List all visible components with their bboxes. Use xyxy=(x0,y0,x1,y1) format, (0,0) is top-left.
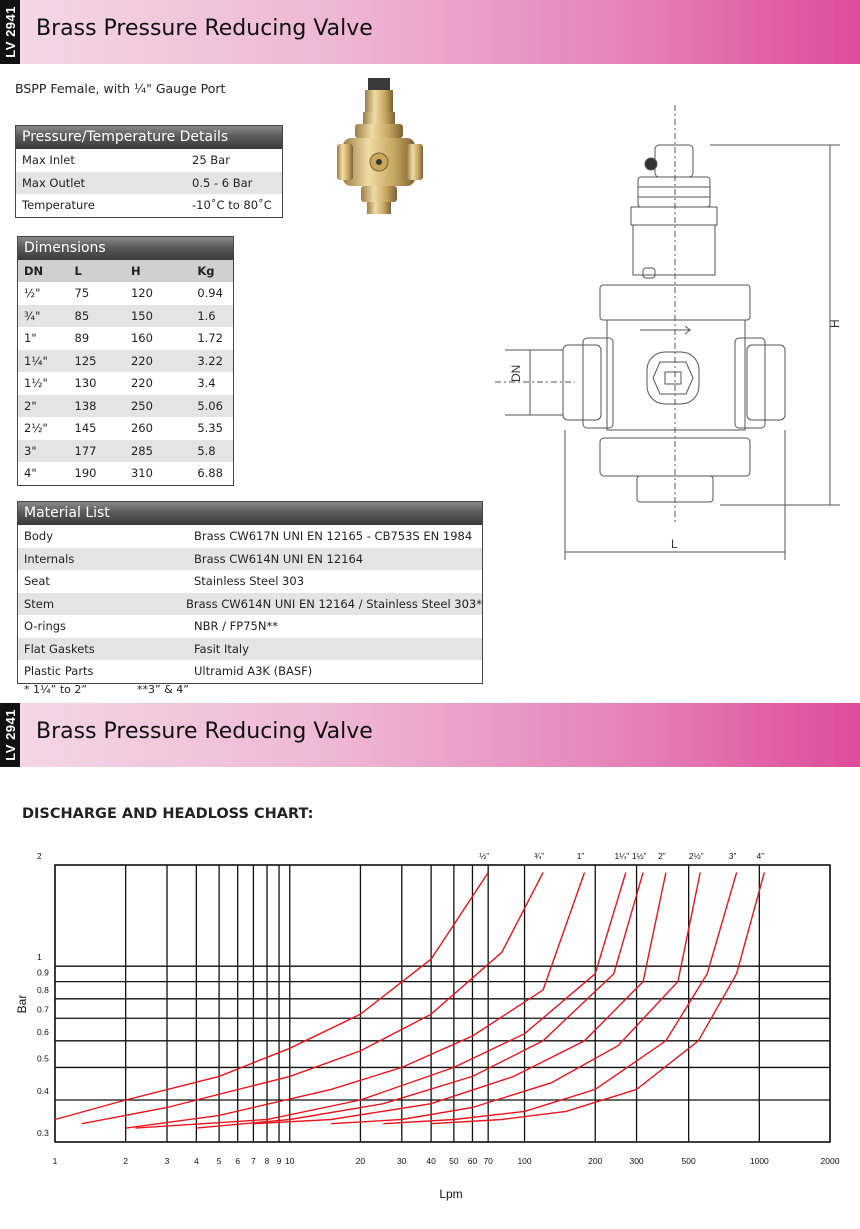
product-code-tab-bottom xyxy=(0,703,20,767)
table-row xyxy=(16,194,282,217)
x-tick-label: 500 xyxy=(681,1156,696,1166)
row-label: Max Inlet xyxy=(22,153,75,167)
l-label: L xyxy=(671,537,678,551)
x-tick-label: 20 xyxy=(355,1156,366,1166)
table-cell: 4" xyxy=(24,466,37,480)
footnote-1: * 1¼” to 2” xyxy=(24,683,88,696)
table-cell: 250 xyxy=(130,398,153,413)
table-cell: 1.72 xyxy=(197,331,223,345)
x-tick-label: 50 xyxy=(449,1156,459,1166)
table-cell: ¾" xyxy=(24,308,41,323)
x-tick-label: 1 xyxy=(52,1156,58,1166)
series-label: 1¼” xyxy=(614,851,630,861)
footnote-2: **3” & 4” xyxy=(137,683,189,696)
series-line xyxy=(331,873,700,1124)
x-tick-label: 100 xyxy=(517,1156,532,1166)
part-name: Stem xyxy=(24,596,55,611)
table-cell: 75 xyxy=(74,286,90,300)
table-cell: 310 xyxy=(130,466,153,480)
part-name: Flat Gaskets xyxy=(24,641,95,656)
product-code: LV 2941 xyxy=(2,6,18,58)
series-line xyxy=(196,873,643,1129)
x-tick-label: 2 xyxy=(123,1156,129,1166)
part-name: O-rings xyxy=(24,619,67,633)
row-value: 0.5 - 6 Bar xyxy=(192,175,253,190)
table-cell: 3" xyxy=(24,443,37,458)
row-value: 25 Bar xyxy=(192,153,230,167)
part-material: Ultramid A3K (BASF) xyxy=(194,664,313,678)
y-tick-label: 0.3 xyxy=(37,1128,49,1138)
part-material: Fasit Italy xyxy=(194,641,249,656)
x-tick-label: 60 xyxy=(467,1156,478,1166)
row-value: -10˚C to 80˚C xyxy=(192,198,272,212)
table-row xyxy=(18,638,482,661)
series-label: 2½” xyxy=(688,851,704,861)
y-tick-label: 0.4 xyxy=(37,1085,49,1096)
table-cell: 120 xyxy=(130,286,153,300)
table-row xyxy=(18,372,233,395)
pressure-temperature-heading: Pressure/Temperature Details xyxy=(16,126,282,149)
table-cell: 260 xyxy=(130,421,153,435)
material-list-heading: Material List xyxy=(18,502,482,525)
table-row xyxy=(18,327,233,350)
pressure-temperature-table xyxy=(15,125,283,218)
part-name: Seat xyxy=(24,574,50,588)
table-row xyxy=(18,570,482,593)
x-tick-label: 300 xyxy=(629,1156,644,1166)
series-label: 1½” xyxy=(631,851,647,861)
series-line xyxy=(126,873,585,1129)
series-line xyxy=(55,873,488,1120)
dimensions-table xyxy=(17,236,234,486)
x-tick-label: 1000 xyxy=(749,1156,769,1166)
y-tick-label: 0.9 xyxy=(37,967,49,978)
table-cell: 130 xyxy=(74,376,97,390)
x-tick-label: 5 xyxy=(216,1156,222,1166)
table-row xyxy=(18,525,482,548)
table-row xyxy=(18,282,233,305)
h-label: H xyxy=(828,319,842,328)
series-label: ¾” xyxy=(534,851,545,861)
material-list-table xyxy=(17,501,483,684)
y-tick-label: 0.5 xyxy=(37,1053,49,1064)
table-cell: 1¼" xyxy=(24,353,48,368)
product-code-tab xyxy=(0,0,20,64)
y-tick-label: 0.7 xyxy=(37,1004,49,1015)
series-line xyxy=(135,873,625,1129)
table-cell: 145 xyxy=(74,421,97,435)
table-row xyxy=(18,440,233,463)
page-title: Brass Pressure Reducing Valve xyxy=(36,16,373,41)
chart-title: DISCHARGE AND HEADLOSS CHART: xyxy=(22,806,314,822)
table-cell: 5.35 xyxy=(197,421,223,435)
table-cell: 1" xyxy=(24,331,37,345)
table-cell: 220 xyxy=(130,376,153,390)
x-tick-label: 6 xyxy=(235,1156,241,1166)
part-name: Internals xyxy=(24,551,75,566)
discharge-headloss-chart xyxy=(0,840,860,1220)
table-cell: 1½" xyxy=(24,376,48,390)
series-label: 2” xyxy=(658,851,666,861)
x-tick-label: 8 xyxy=(264,1156,270,1166)
x-tick-label: 4 xyxy=(193,1156,199,1166)
x-tick-label: 9 xyxy=(276,1156,282,1166)
table-row xyxy=(18,417,233,440)
header-banner-top xyxy=(0,0,860,64)
table-row xyxy=(18,615,482,638)
table-cell: 125 xyxy=(74,353,97,368)
x-tick-label: 10 xyxy=(285,1156,295,1166)
part-name: Body xyxy=(24,529,54,543)
table-cell: 6.88 xyxy=(197,466,223,480)
column-header: Kg xyxy=(197,264,215,278)
table-row xyxy=(16,149,282,172)
product-code-bottom: LV 2941 xyxy=(2,709,18,761)
table-cell: 160 xyxy=(130,331,153,345)
table-cell: 3.4 xyxy=(197,376,216,390)
table-cell: 177 xyxy=(74,443,97,458)
x-axis-label: Lpm xyxy=(439,1187,463,1201)
series-label: 1” xyxy=(576,851,585,861)
table-cell: 285 xyxy=(130,443,153,458)
dn-label: DN xyxy=(509,364,523,382)
table-cell: 138 xyxy=(74,398,97,413)
x-tick-label: 3 xyxy=(164,1156,170,1166)
table-cell: 89 xyxy=(74,331,90,345)
valve-technical-drawing xyxy=(495,100,850,570)
header-banner-bottom xyxy=(0,703,860,767)
y-tick-label: 2 xyxy=(37,851,42,861)
x-tick-label: 7 xyxy=(251,1156,256,1166)
table-row xyxy=(16,172,282,195)
table-cell: 85 xyxy=(74,308,90,323)
table-cell: 150 xyxy=(130,308,153,323)
series-line xyxy=(383,873,736,1124)
series-line xyxy=(253,873,666,1124)
y-axis-label: Bar xyxy=(15,994,29,1014)
valve-photo xyxy=(335,74,425,219)
table-row xyxy=(18,593,482,616)
dimensions-heading: Dimensions xyxy=(18,237,233,260)
x-tick-label: 30 xyxy=(397,1156,407,1166)
table-cell: 5.8 xyxy=(197,443,216,458)
row-label: Temperature xyxy=(22,198,95,212)
column-header: L xyxy=(74,264,82,278)
x-tick-label: 70 xyxy=(483,1156,493,1166)
series-label: 4” xyxy=(756,851,765,861)
series-label: 3” xyxy=(728,851,737,861)
table-cell: 1.6 xyxy=(197,308,216,323)
series-line xyxy=(431,873,764,1124)
series-label: ½” xyxy=(479,851,490,861)
table-row xyxy=(18,660,482,683)
part-name: Plastic Parts xyxy=(24,664,94,678)
table-cell: 5.06 xyxy=(197,398,223,413)
part-material: Brass CW617N UNI EN 12165 - CB753S EN 1984 xyxy=(194,529,473,543)
row-label: Max Outlet xyxy=(22,175,86,190)
part-material: Stainless Steel 303 xyxy=(194,574,305,588)
table-cell: 0.94 xyxy=(197,286,223,300)
table-row xyxy=(18,548,482,571)
table-cell: 2" xyxy=(24,398,37,413)
x-tick-label: 200 xyxy=(588,1156,603,1166)
product-subtitle: BSPP Female, with ¼" Gauge Port xyxy=(15,81,226,96)
table-row xyxy=(18,305,233,328)
series-line xyxy=(82,873,543,1124)
x-tick-label: 2000 xyxy=(820,1156,840,1166)
column-header: H xyxy=(130,264,141,278)
part-material: Brass CW614N UNI EN 12164 / Stainless Steel 303* xyxy=(185,596,482,611)
dimensions-column-headers xyxy=(18,260,233,282)
table-cell: ½" xyxy=(24,286,41,300)
table-cell: 3.22 xyxy=(197,353,223,368)
table-cell: 220 xyxy=(130,353,153,368)
table-row xyxy=(18,350,233,373)
y-tick-label: 0.6 xyxy=(37,1026,49,1037)
x-tick-label: 40 xyxy=(426,1156,436,1166)
part-material: NBR / FP75N** xyxy=(194,619,278,633)
table-row xyxy=(18,462,233,485)
table-row xyxy=(18,395,233,418)
part-material: Brass CW614N UNI EN 12164 xyxy=(194,551,364,566)
y-tick-label: 1 xyxy=(37,952,42,963)
section-title: Brass Pressure Reducing Valve xyxy=(36,719,373,744)
column-header: DN xyxy=(24,264,44,278)
y-tick-label: 0.8 xyxy=(37,984,49,995)
table-cell: 190 xyxy=(74,466,97,480)
table-cell: 2½" xyxy=(24,421,48,435)
